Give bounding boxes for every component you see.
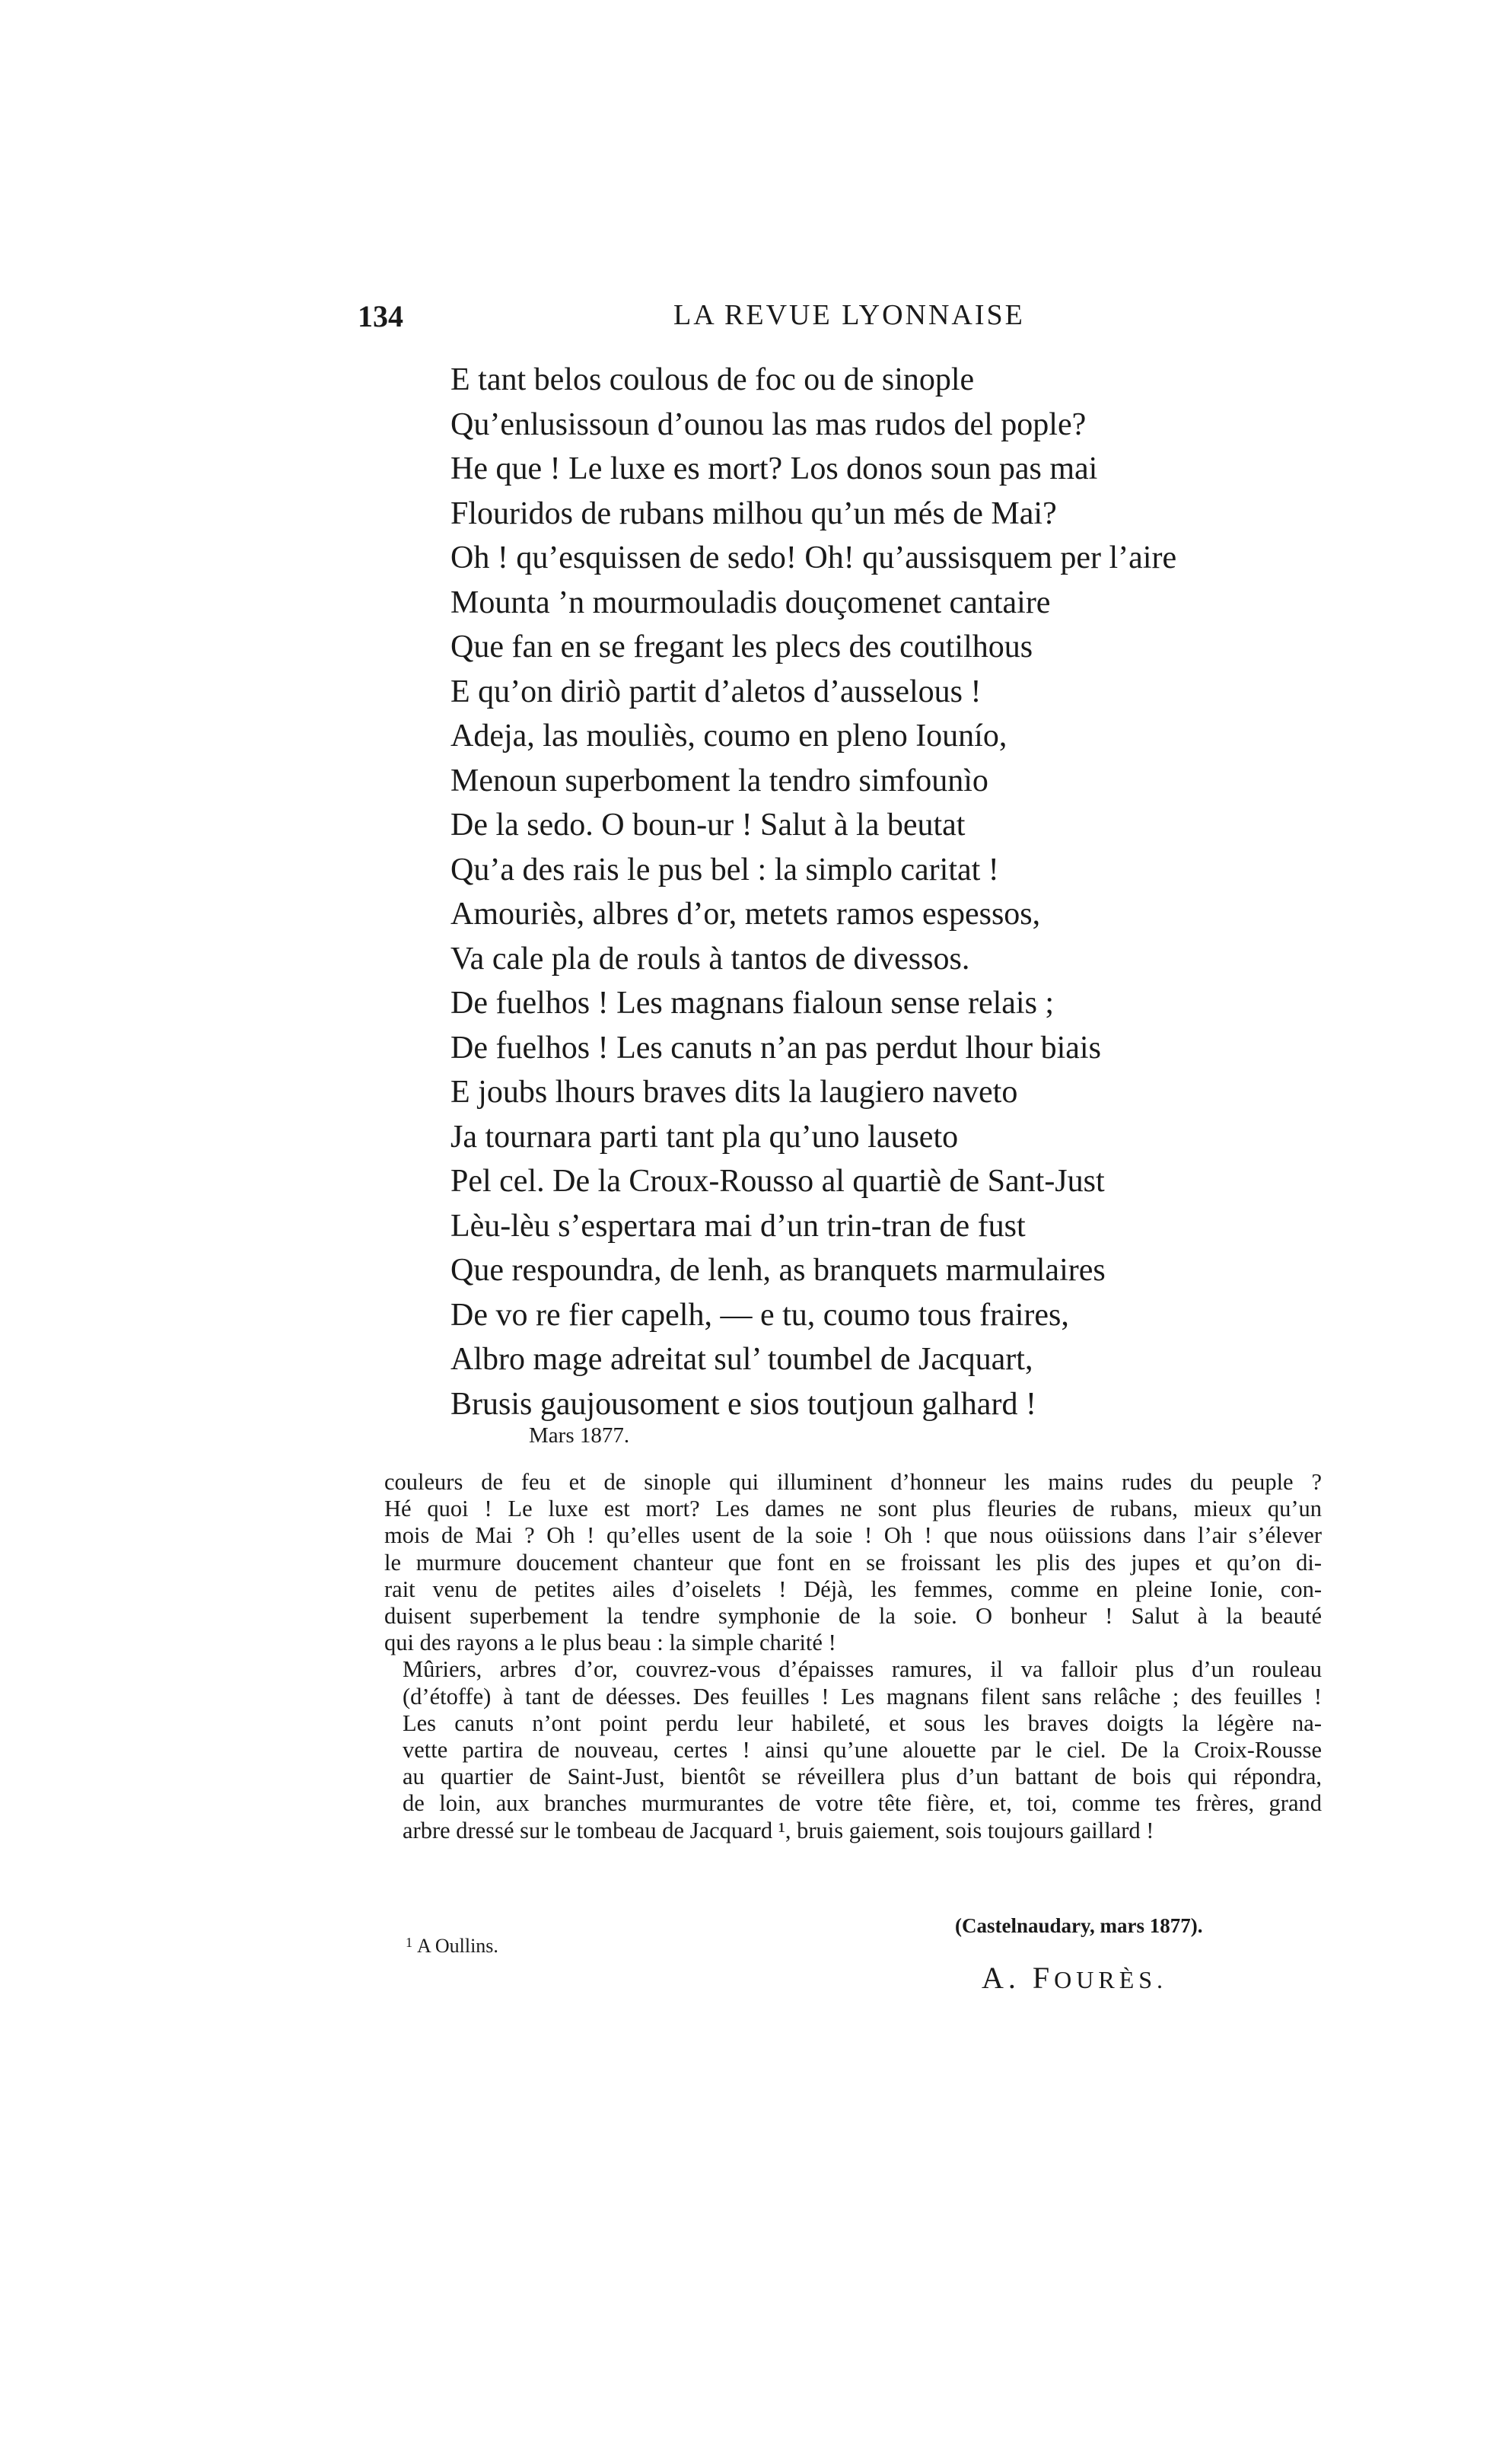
poem-line: Que fan en se fregant les plecs des coutilhous <box>450 629 1033 664</box>
translation-line: le murmure doucement chanteur que font en se froissant les plis des jupes et qu’on di- <box>384 1549 1322 1576</box>
poem-line: Mounta ’n mourmouladis douçomenet cantaire <box>450 585 1051 620</box>
translation-line: Les canuts n’ont point perdu leur habileté, et sous les braves doigts la légère na- <box>403 1709 1322 1736</box>
footnote-marker: 1 <box>406 1935 412 1950</box>
poem-line: Va cale pla de rouls à tantos de divessos. <box>450 941 970 977</box>
poem-line: Pel cel. De la Croux-Rousso al quartiè de Sant-Just <box>450 1164 1105 1199</box>
footnote <box>406 1935 498 1958</box>
running-title: LA REVUE LYONNAISE <box>673 299 1025 331</box>
poem-line: He que ! Le luxe es mort? Los donos soun pas mai <box>450 451 1098 486</box>
signature-first-letter: F <box>1032 1961 1055 1995</box>
author-signature <box>982 1960 1167 1996</box>
poem-line: De fuelhos ! Les magnans fialoun sense relais ; <box>450 986 1055 1021</box>
translation-line: vette partira de nouveau, certes ! ainsi qu’une alouette par le ciel. De la Croix-Rousse <box>403 1737 1322 1764</box>
translation-line: (d’étoffe) à tant de déesses. Des feuilles ! Les magnans filent sans relâche ; des feuilles ! <box>403 1683 1322 1709</box>
translation-paragraph <box>384 1656 1322 1843</box>
translation-line: au quartier de Saint-Just, bientôt se réveillera plus d’un battant de bois qui répondra, <box>403 1764 1322 1790</box>
footnote-text: A Oullins. <box>417 1935 498 1957</box>
poem-line: De la sedo. O boun-ur ! Salut à la beutat <box>450 808 966 843</box>
translation-line: de loin, aux branches murmurantes de votre tête fière, et, toi, comme tes frères, grand <box>403 1790 1322 1817</box>
poem-line: De fuelhos ! Les canuts n’an pas perdut lhour biais <box>450 1030 1101 1066</box>
translation-line: duisent superbement la tendre symphonie de la soie. O bonheur ! Salut à la beauté <box>384 1603 1322 1630</box>
translation-line: rait venu de petites ailes d’oiselets ! Déjà, les femmes, comme en pleine Ionie, con- <box>384 1576 1322 1602</box>
poem-line: Ja tournara parti tant pla qu’uno lauseto <box>450 1119 959 1155</box>
translation-line: arbre dressé sur le tombeau de Jacquard ¹, bruis gaiement, sois toujours gaillard ! <box>403 1817 1154 1843</box>
poem-date: Mars 1877. <box>529 1423 630 1448</box>
poem <box>450 358 1326 1426</box>
poem-line: E tant belos coulous de foc ou de sinople <box>450 362 975 397</box>
poem-line: Lèu-lèu s’espertara mai d’un trin-tran de fust <box>450 1208 1026 1244</box>
poem-line: E joubs lhours braves dits la laugiero naveto <box>450 1075 1018 1110</box>
poem-line: Qu’enlusissoun d’ounou las mas rudos del pople? <box>450 406 1087 442</box>
translation-line: Mûriers, arbres d’or, couvrez-vous d’épaisses ramures, il va falloir plus d’un rouleau <box>403 1656 1322 1683</box>
translation-line: couleurs de feu et de sinople qui illuminent d’honneur les mains rudes du peuple ? <box>384 1469 1322 1495</box>
signature-initial: A. <box>982 1961 1020 1995</box>
poem-line: Albro mage adreitat sul’ toumbel de Jacquart, <box>450 1342 1033 1377</box>
page-header <box>358 298 1042 336</box>
poem-line: Adeja, las mouliès, coumo en pleno Iounío, <box>450 719 1007 754</box>
poem-line: De vo re fier capelh, — e tu, coumo tous fraires, <box>450 1297 1069 1333</box>
poem-line: Amouriès, albres d’or, metets ramos espessos, <box>450 897 1041 932</box>
prose-translation <box>384 1469 1322 1844</box>
poem-line: Oh ! qu’esquissen de sedo! Oh! qu’aussisquem per l’aire <box>450 540 1177 575</box>
translation-paragraph <box>384 1469 1322 1656</box>
poem-line: Menoun superboment la tendro simfounìo <box>450 763 988 798</box>
translation-line: Hé quoi ! Le luxe est mort? Les dames ne sont plus fleuries de rubans, mieux qu’un <box>384 1496 1322 1522</box>
poem-line: Brusis gaujousoment e sios toutjoun galhard ! <box>450 1386 1036 1422</box>
poem-line: Flouridos de rubans milhou qu’un més de Mai? <box>450 495 1057 531</box>
translation-line: qui des rayons a le plus beau : la simple charité ! <box>384 1630 836 1656</box>
place-date: (Castelnaudary, mars 1877). <box>955 1914 1203 1937</box>
signature-rest: OURÈS. <box>1054 1966 1168 1993</box>
translation-line: mois de Mai ? Oh ! qu’elles usent de la soie ! Oh ! que nous oüissions dans l’air s’élever <box>384 1522 1322 1549</box>
page-number: 134 <box>358 299 403 333</box>
poem-line: Qu’a des rais le pus bel : la simplo caritat ! <box>450 852 999 887</box>
poem-line: E qu’on diriò partit d’aletos d’ausselous ! <box>450 674 982 709</box>
poem-line: Que respoundra, de lenh, as branquets marmulaires <box>450 1253 1106 1288</box>
